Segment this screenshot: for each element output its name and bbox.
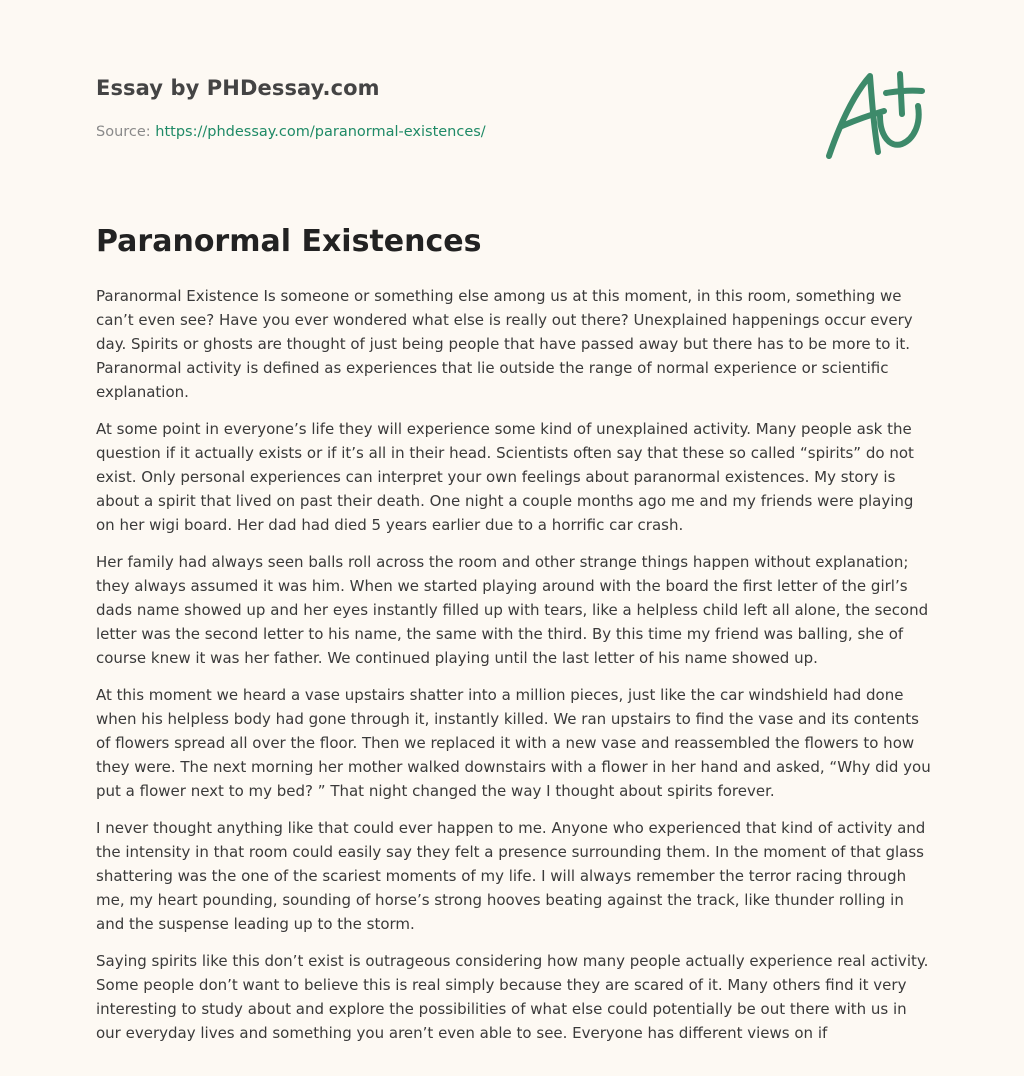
a-plus-grade-icon — [822, 66, 928, 164]
essay-paragraph: Paranormal Existence Is someone or something else among us at this moment, in this room, something we can’t even see? Have you ever wondered what else is really out there? Unexplained happenings occur every day. Spirits or ghosts are thought of just being people that have passed away but there has to be more to it. Paranormal activity is defined as experiences that lie outside the range of normal experience or scientific explanation. — [96, 287, 913, 401]
essay-paragraph: Saying spirits like this don’t exist is outrageous considering how many people actually experience real activity. Some people don’t want to believe this is real simply because they are scared of it. Many others find it very interesting to study about and explore the possibilities of what else could potentially be out there with us in our everyday lives and something you aren’t even able to see. Everyone has different views on if — [96, 952, 929, 1042]
essay-paragraph: At this moment we heard a vase upstairs shatter into a million pieces, just like the car windshield had done when his helpless body had gone through it, instantly killed. We ran upstairs to find the vase and its contents of flowers spread all over the floor. Then we replaced it with a new vase and reassembled the flowers to how they were. The next morning her mother walked downstairs with a flower in her hand and asked, “Why did you put a flower next to my bed? ” That night changed the way I thought about spirits forever. — [96, 686, 931, 800]
essay-paragraph: At some point in everyone’s life they will experience some kind of unexplained activity. Many people ask the question if it actually exists or if it’s all in their head. Scientists often say that these so called “spirits” do not exist. Only personal experiences can interpret your own feelings about paranormal existences. My story is about a spirit that lived on past their death. One night a couple months ago me and my friends were playing on her wigi board. Her dad had died 5 years earlier due to a horrific car crash. — [96, 420, 914, 534]
essay-paragraph: I never thought anything like that could ever happen to me. Anyone who experienced that kind of activity and the intensity in that room could easily say they felt a presence surrounding them. In the moment of that glass shattering was the one of the scariest moments of my life. I will always remember the terror racing through me, my heart pounding, sounding of horse’s strong hooves beating against the track, like thunder rolling in and the suspense leading up to the storm. — [96, 819, 926, 933]
essay-title: Paranormal Existences — [96, 224, 482, 259]
source-link[interactable]: https://phdessay.com/paranormal-existences/ — [155, 124, 486, 140]
essay-body — [96, 284, 932, 1076]
source-line — [96, 124, 486, 140]
essay-paragraph: Her family had always seen balls roll across the room and other strange things happen without explanation; they always assumed it was him. When we started playing around with the board the first letter of the girl’s dads name showed up and her eyes instantly filled up with tears, like a helpless child left all alone, the second letter was the second letter to his name, the same with the third. By this time my friend was balling, she of course knew it was her father. We continued playing until the last letter of his name showed up. — [96, 553, 929, 667]
site-title: Essay by PHDessay.com — [96, 76, 380, 100]
source-label: Source: — [96, 124, 151, 140]
